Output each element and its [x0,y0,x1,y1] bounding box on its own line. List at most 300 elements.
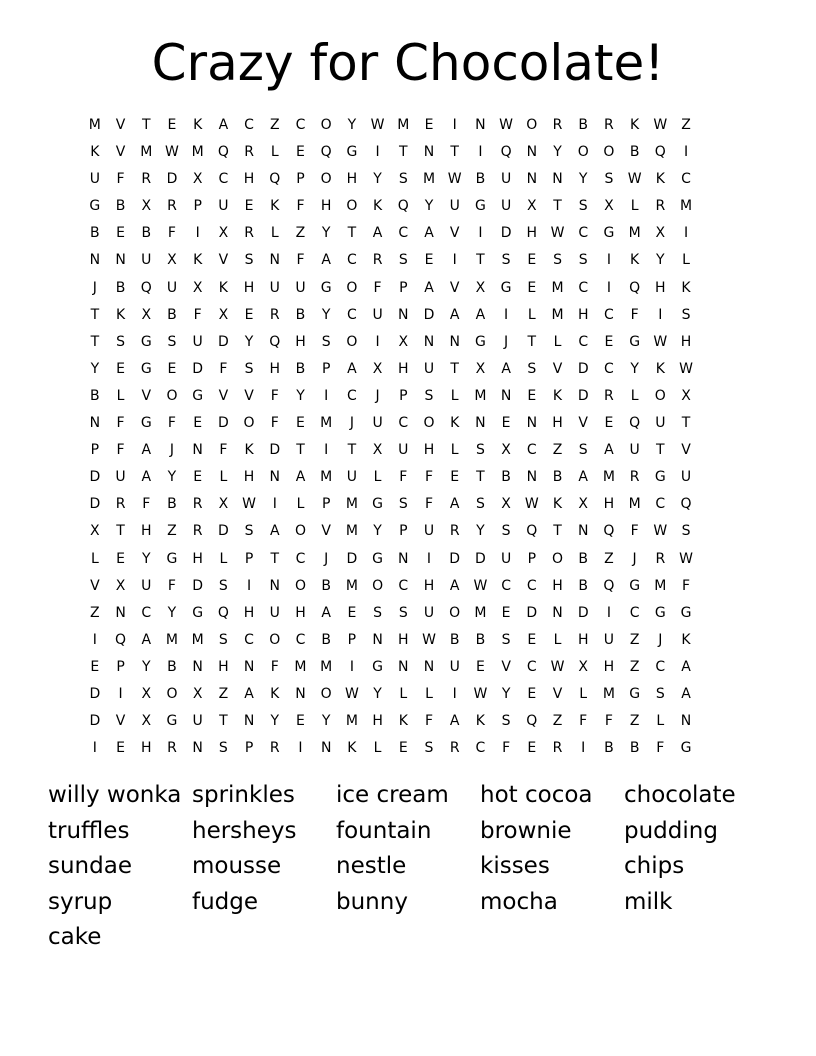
grid-letter: C [604,306,614,323]
grid-letter: L [527,306,536,323]
grid-letter: C [526,658,537,675]
grid-letter: K [552,387,563,404]
grid-letter: E [193,469,203,486]
grid-letter: G [140,360,152,377]
grid-letter: M [628,225,641,242]
grid-letter: Y [373,523,382,540]
grid-letter: Z [90,604,100,621]
grid-letter: N [243,713,255,730]
grid-letter: R [269,740,280,757]
grid-letter: Y [553,144,562,161]
grid-letter: D [89,713,101,730]
grid-letter: F [399,469,408,486]
grid-letter: M [294,658,307,675]
grid-letter: G [629,577,641,594]
grid-letter: G [372,550,384,567]
grid-letter: O [243,415,255,432]
word-list-item: kisses [480,853,550,880]
grid-letter: L [656,713,665,730]
grid-letter: Q [526,713,538,730]
grid-letter: W [242,496,256,513]
grid-letter: M [191,631,204,648]
grid-letter: G [140,333,152,350]
grid-letter: S [398,496,408,513]
grid-letter: J [632,550,637,567]
grid-letter: M [474,604,487,621]
grid-letter: E [527,685,537,702]
grid-letter: N [398,550,409,567]
grid-letter: Z [629,658,640,675]
grid-letter: R [449,740,460,757]
grid-letter: V [578,415,588,432]
grid-letter: I [478,225,483,242]
grid-letter: O [551,550,564,567]
grid-letter: C [244,631,254,648]
grid-letter: A [347,360,357,377]
word-list-item: mousse [192,853,282,880]
grid-letter: V [681,442,691,459]
grid-letter: W [447,171,462,188]
grid-letter: M [602,685,615,702]
grid-letter: H [398,360,409,377]
grid-letter: U [680,469,692,486]
grid-letter: M [551,306,564,323]
grid-letter: K [552,496,563,513]
grid-letter: K [347,740,357,757]
grid-letter: O [603,144,615,161]
grid-letter: D [166,171,178,188]
grid-letter: I [272,496,277,513]
grid-letter: R [192,496,203,513]
grid-letter: G [680,604,692,621]
grid-letter: G [166,713,178,730]
grid-letter: R [192,523,203,540]
grid-letter: C [295,631,306,648]
grid-letter: C [398,225,409,242]
grid-letter: L [553,333,562,350]
grid-letter: N [192,442,203,459]
grid-letter: P [193,198,202,215]
grid-letter: C [475,740,486,757]
grid-letter: S [475,442,485,459]
grid-letter: S [398,171,408,188]
grid-letter: Y [321,713,331,730]
grid-letter: U [192,713,203,730]
grid-letter: G [629,685,641,702]
grid-letter: P [399,279,408,296]
grid-letter: G [89,198,101,215]
grid-letter: K [630,117,640,133]
grid-letter: R [141,171,152,188]
grid-letter: F [142,496,151,513]
grid-letter: E [527,252,537,269]
grid-letter: M [320,469,333,486]
grid-letter: Q [217,604,229,621]
grid-letter: L [373,740,382,757]
word-list-item: bunny [336,888,408,915]
grid-letter: U [115,469,126,486]
grid-letter: U [449,198,460,215]
word-list-item: sprinkles [192,782,295,808]
grid-letter: P [244,740,254,757]
grid-letter: M [191,144,204,161]
grid-letter: H [346,171,358,188]
grid-letter: K [398,713,408,730]
grid-letter: H [140,523,152,540]
grid-letter: R [604,117,614,133]
grid-letter: H [243,469,255,486]
grid-letter: B [629,740,640,757]
grid-letter: J [504,333,509,350]
grid-letter: G [192,387,204,404]
grid-letter: W [473,685,488,702]
grid-letter: Q [320,144,332,161]
grid-letter: S [321,333,331,350]
grid-letter: K [681,279,691,296]
grid-letter: U [603,631,615,648]
grid-letter: H [372,713,383,730]
grid-letter: H [269,360,281,377]
grid-letter: R [449,523,460,540]
grid-letter: T [527,333,537,350]
grid-letter: U [372,306,383,323]
grid-letter: E [501,415,511,432]
grid-letter: U [423,360,435,377]
grid-letter: B [578,577,589,594]
grid-letter: N [552,171,563,188]
grid-letter: L [450,442,459,459]
grid-letter: N [526,469,538,486]
grid-letter: N [89,415,101,432]
grid-letter: Z [681,117,691,133]
grid-letter: T [656,442,665,459]
grid-letter: P [399,387,408,404]
grid-letter: G [474,198,486,215]
grid-letter: F [167,577,176,594]
grid-letter: O [320,171,332,188]
grid-letter: Y [501,685,511,702]
grid-letter: N [449,333,460,350]
grid-letter: T [90,333,100,350]
grid-letter: Q [500,144,512,161]
grid-letter: W [499,117,514,133]
grid-letter: R [629,469,640,486]
grid-letter: H [218,658,229,675]
grid-letter: F [193,306,202,323]
grid-letter: O [320,117,332,133]
grid-letter: G [140,415,152,432]
grid-letter: X [475,360,486,377]
grid-letter: C [604,360,614,377]
grid-letter: G [320,279,332,296]
grid-letter: Q [603,577,615,594]
grid-letter: Y [373,685,382,702]
grid-letter: I [452,685,457,702]
grid-letter: X [578,658,588,675]
grid-letter: S [501,252,511,269]
grid-letter: F [219,360,228,377]
grid-letter: F [681,577,691,594]
grid-letter: D [423,306,435,323]
grid-letter: M [422,171,436,188]
grid-letter: L [296,496,305,513]
grid-letter: I [375,333,380,350]
grid-letter: I [452,252,457,269]
grid-letter: Q [654,144,666,161]
grid-letter: Y [90,360,100,377]
grid-letter: I [92,740,97,757]
grid-letter: C [218,171,229,188]
grid-letter: B [501,469,511,486]
grid-letter: O [346,198,358,215]
grid-letter: A [321,252,331,269]
grid-letter: C [578,279,589,296]
grid-letter: K [681,631,691,648]
grid-letter: E [475,658,485,675]
grid-letter: L [425,685,433,702]
grid-letter: J [658,631,663,648]
grid-letter: J [324,550,329,567]
grid-letter: B [552,469,563,486]
grid-letter: I [478,144,483,161]
grid-letter: N [269,469,281,486]
grid-letter: D [269,442,281,459]
grid-letter: E [116,740,125,757]
grid-letter: X [372,442,383,459]
grid-letter: X [372,360,383,377]
grid-letter: F [167,415,176,432]
grid-letter: S [398,604,408,621]
grid-letter: T [90,306,100,323]
grid-letter: L [399,685,408,702]
grid-letter: K [90,144,100,161]
grid-letter: S [424,740,434,757]
grid-letter: L [373,469,382,486]
grid-letter: H [552,415,563,432]
grid-letter: N [192,740,203,757]
grid-letter: S [501,523,511,540]
grid-letter: Q [217,144,229,161]
grid-letter: F [424,713,434,730]
grid-letter: C [295,550,306,567]
grid-letter: O [269,631,281,648]
grid-letter: U [449,658,460,675]
grid-letter: O [372,577,384,594]
grid-letter: H [243,604,255,621]
grid-letter: B [604,740,614,757]
grid-letter: I [452,117,457,133]
grid-letter: S [681,306,691,323]
grid-letter: B [629,144,640,161]
grid-letter: B [449,631,460,648]
grid-letter: U [372,415,383,432]
grid-letter: O [346,279,358,296]
grid-letter: P [321,360,331,377]
grid-letter: F [373,279,382,296]
grid-letter: R [655,550,666,567]
grid-letter: C [244,117,254,133]
grid-letter: S [424,387,434,404]
grid-letter: S [218,631,228,648]
grid-letter: C [655,496,666,513]
grid-letter: V [115,713,126,730]
grid-letter: K [244,442,254,459]
grid-letter: K [218,279,228,296]
grid-letter: B [321,577,331,594]
grid-letter: A [295,469,306,486]
grid-letter: N [89,252,101,269]
grid-letter: U [655,415,666,432]
grid-letter: X [578,496,588,513]
grid-letter: C [681,171,691,188]
grid-letter: G [192,604,204,621]
grid-letter: H [680,333,692,350]
grid-letter: A [501,360,511,377]
grid-letter: R [244,225,254,242]
grid-letter: X [192,171,203,188]
grid-letter: E [527,387,537,404]
grid-letter: V [141,387,152,404]
grid-letter: C [398,415,409,432]
grid-letter: Y [476,523,485,540]
grid-letter: W [550,225,565,242]
grid-letter: I [324,387,329,404]
grid-letter: H [295,333,306,350]
grid-letter: W [679,550,693,567]
grid-letter: S [244,360,254,377]
grid-letter: H [243,279,255,296]
grid-letter: Y [167,604,177,621]
grid-letter: Q [680,496,692,513]
grid-letter: Q [269,333,281,350]
grid-letter: B [295,306,306,323]
grid-letter: U [166,279,178,296]
grid-letter: H [295,604,306,621]
grid-letter: Y [167,469,177,486]
grid-letter: K [450,415,460,432]
grid-letter: O [577,144,589,161]
grid-letter: U [269,604,280,621]
grid-letter: E [604,415,614,432]
grid-letter: T [116,523,125,540]
grid-letter: A [218,117,229,133]
grid-letter: T [347,442,357,459]
grid-letter: E [527,631,537,648]
grid-letter: N [398,658,409,675]
grid-letter: P [347,631,357,648]
grid-letter: Y [630,360,639,377]
grid-letter: C [655,658,666,675]
grid-letter: E [527,740,537,757]
grid-letter: X [141,685,152,702]
grid-letter: N [552,604,563,621]
grid-letter: X [218,306,229,323]
grid-letter: M [345,523,358,540]
grid-letter: X [681,387,691,404]
grid-letter: S [398,252,408,269]
grid-letter: N [115,252,126,269]
grid-letter: M [88,117,101,133]
grid-letter: Q [603,523,615,540]
grid-letter: O [423,415,435,432]
grid-letter: B [321,631,331,648]
grid-letter: R [269,306,280,323]
grid-letter: V [218,387,229,404]
grid-letter: H [577,306,589,323]
grid-letter: A [424,279,434,296]
grid-letter: Q [629,279,641,296]
grid-letter: D [192,577,204,594]
grid-letter: W [627,171,642,188]
grid-letter: L [116,387,125,404]
grid-letter: N [423,658,435,675]
grid-letter: S [167,333,177,350]
grid-letter: Z [269,117,280,133]
letter-grid [82,112,699,762]
grid-letter: A [244,685,254,702]
grid-letter: W [165,144,179,161]
grid-letter: W [422,631,436,648]
grid-letter: G [629,333,641,350]
grid-letter: I [606,279,611,296]
word-list-item: chocolate [624,782,736,808]
grid-letter: E [167,117,177,133]
grid-letter: D [500,225,512,242]
grid-letter: B [90,225,100,242]
grid-letter: V [552,685,563,702]
grid-letter: R [552,740,563,757]
grid-letter: T [347,225,357,242]
grid-letter: T [141,117,151,133]
grid-letter: A [424,225,434,242]
grid-letter: G [500,279,512,296]
grid-letter: N [577,523,589,540]
grid-letter: O [294,577,306,594]
grid-letter: R [115,496,126,513]
grid-letter: K [475,713,485,730]
grid-letter: W [679,360,693,377]
grid-letter: B [167,496,177,513]
grid-letter: G [474,333,486,350]
grid-letter: A [449,496,460,513]
grid-letter: F [116,415,125,432]
grid-letter: M [474,387,487,404]
grid-letter: N [372,631,383,648]
grid-letter: Y [347,117,357,133]
grid-letter: U [423,604,435,621]
grid-letter: X [218,496,229,513]
grid-letter: Q [140,279,152,296]
grid-letter: A [578,469,588,486]
grid-letter: A [449,713,460,730]
grid-letter: D [577,360,589,377]
grid-letter: P [90,442,100,459]
grid-letter: W [653,117,668,133]
grid-letter: I [298,740,303,757]
grid-letter: N [269,577,281,594]
grid-letter: O [346,333,358,350]
grid-letter: D [577,604,589,621]
grid-letter: C [526,442,537,459]
grid-letter: I [581,740,586,757]
grid-letter: E [116,550,125,567]
grid-letter: M [628,496,641,513]
grid-letter: H [192,550,203,567]
grid-letter: V [218,252,229,269]
grid-letter: E [116,360,125,377]
grid-letter: S [244,252,254,269]
grid-letter: V [90,577,100,594]
